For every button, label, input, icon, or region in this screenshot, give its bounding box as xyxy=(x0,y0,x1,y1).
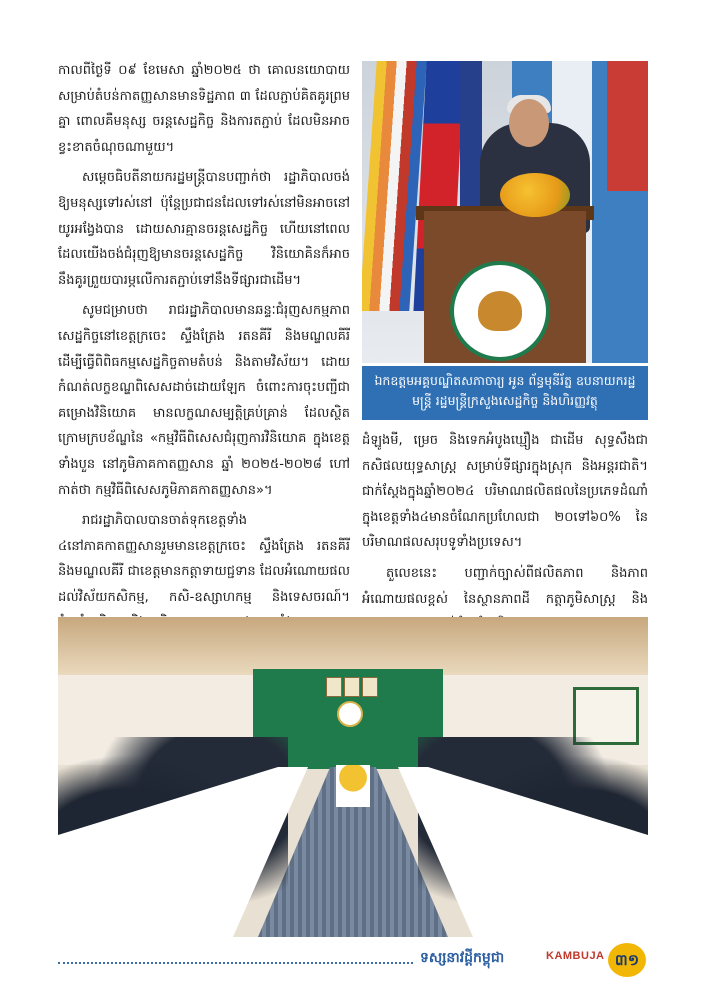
portrait-frame xyxy=(344,677,360,697)
magazine-brand: KAMBUJA xyxy=(546,950,605,962)
ministry-emblem xyxy=(337,701,363,727)
portrait-frame xyxy=(362,677,378,697)
paragraph: ដំឡូងមី, ម្រេច និងទេកអំបូងឃ្មឿង ជាដើម សុទ្ធសឹងជាកសិផលយុទ្ធសាស្ត្រ សម្រាប់ទីផ្សារក្នុងស្រុក និងអន្តរជាតិ។ ជាក់ស្តែងក្នុងឆ្នាំ២០២៤ បរិមាណផលិតផលនៃប្រភេទដំណាំក្នុងខេត្តទាំង៤មានចំណែកប្រហែលជា ២០ទៅ៦០% នៃបរិមាណផលសរុបទូទាំងប្រទេស។ xyxy=(362,433,648,551)
meeting-photo xyxy=(58,617,648,937)
magazine-title: ទស្សនាវដ្ដីកម្ពុជា xyxy=(420,950,505,966)
flower-centerpiece xyxy=(336,765,370,807)
photo-ceiling xyxy=(58,617,648,675)
paragraph: តួលេខនេះ បញ្ជាក់ច្បាស់ពីផលិតភាព និងភាពអំណោយផលខ្ពស់ នៃស្ថានភាពដី កត្តាភូមិសាស្ត្រ និង xyxy=(362,565,648,607)
portrait-frame xyxy=(326,677,342,697)
rooster-emblem xyxy=(478,291,522,331)
speaker-photo xyxy=(362,61,648,363)
photo-caption: ឯកឧត្តមអគ្គបណ្ឌិតសភាចារ្យ អូន ព័ន្ធមុនីរ័ត្ន ឧបនាយករដ្ឋមន្ត្រី រដ្ឋមន្ត្រីក្រសួងសេដ្ឋកិច្ច និងហិរញ្ញវត្ថុ xyxy=(362,366,648,420)
speaker-head xyxy=(509,99,549,147)
paragraph: កាលពីថ្ងៃទី ០៩ ខែមេសា ឆ្នាំ២០២៥ ថា គោលនយោបាយសម្រាប់តំបន់កាតញ្ញសានមានទិដ្ឋភាព ៣ ដែលភ្ជាប់គិតគូរព្រមគ្នា ពោលគឺមនុស្ស ចរន្តសេដ្ឋកិច្ច និងការតភ្ជាប់ ដែលមិនអាចខ្វះខាតចំណុចណាមួយ។ xyxy=(58,63,350,155)
flower-arrangement xyxy=(500,173,570,217)
left-text-column xyxy=(58,58,350,667)
footer-divider xyxy=(58,962,413,964)
photo-wall-accent xyxy=(607,61,648,191)
paragraph: សម្ដេចធិបតីនាយករដ្ឋមន្ត្រីបានបញ្ជាក់ថា រដ្ឋាភិបាលចង់ឱ្យមនុស្សទៅរស់នៅ ប៉ុន្តែប្រជាជនដែលទៅរស់នៅមិនអាចនៅយូរអង្វែងបាន ដោយសារគ្មានចរន្តសេដ្ឋកិច្ច ហើយនៅពេលដែលយើងចង់ជំរុញឱ្យមានចរន្តសេដ្ឋកិច្ច វិនិយោគិនក៏អាចនឹងគូរព្រួយបារម្ភលើការតភ្ជាប់ទៅនឹងទីផ្សារជាដើម។ xyxy=(58,170,350,288)
page-number: ៣១ xyxy=(608,943,646,977)
paragraph: រាជរដ្ឋាភិបាលបានចាត់ទុកខេត្តទាំង ៤នៅភាគកាតញ្ញសានរួមមានខេត្តក្រចេះ ស្ទឹងត្រែង រតនគីរី និងមណ្ឌលគីរី ជាខេត្តមានកត្តាទាយជ្ជទាន ដែលអំណោយផលដល់វិស័យកសិកម្ម, កសិ-ឧស្សាហកម្ម និងទេសចរណ៍។ xyxy=(58,513,350,605)
ministry-seal-logo xyxy=(450,261,550,361)
paragraph: សូមជម្រាបថា រាជរដ្ឋាភិបាលមានឆន្ទៈជំរុញសកម្មភាពសេដ្ឋកិច្ចនៅខេត្តក្រចេះ ស្ទឹងត្រែង រតនគីរី និងមណ្ឌលគីរី ដើម្បីធ្វើពិពិធកម្មសេដ្ឋកិច្ចតាមតំបន់ និងតាមវិស័យ។ ដោយកំណត់លក្ខខណ្ឌពិសេសដាច់ដោយឡែក ចំពោះការចុះបញ្ជីជាគម្រោងវិនិយោគ មានលក្ខណសម្បត្តិគ្រប់គ្រាន់ ដែលស្ថិតក្រោមក្របខ័ណ្ឌនៃ «កម្មវិធីពិសេសជំរុញការវិនិយោគ ក្នុងខេត្តទាំងបួន នៅភូមិភាគកាតញ្ញសាន ឆ្នាំ ២០២៥-២០២៨ ហៅកាត់ថា កម្មវិធីពិសេសភូមិភាគកាតញ្ញសាន»។ xyxy=(58,303,350,498)
